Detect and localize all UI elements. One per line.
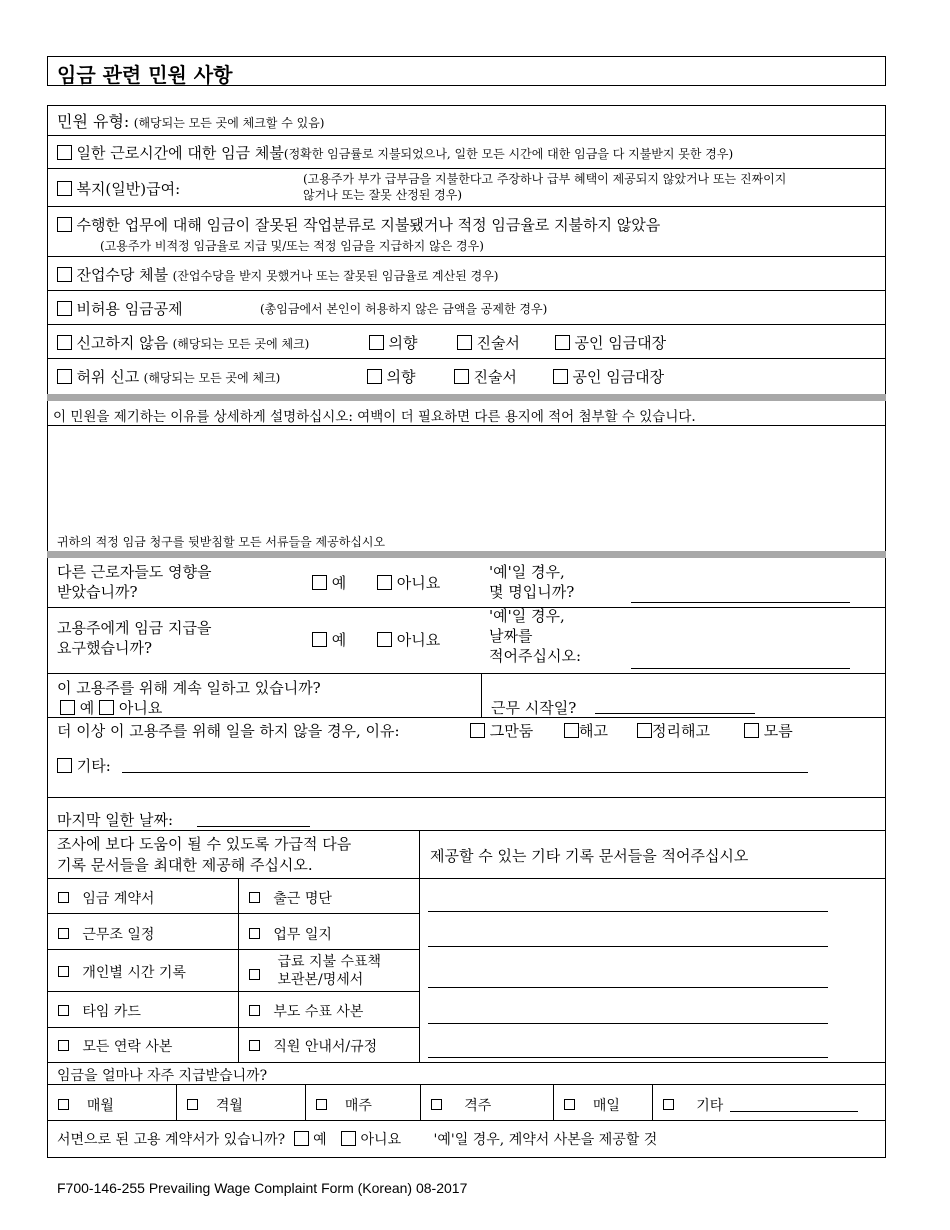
work-log-checkbox[interactable] <box>249 928 260 939</box>
records-intro-2: 기록 문서들을 최대한 제공해 주십시오. <box>57 856 313 874</box>
false-report-label: 허위 신고 <box>76 368 140 386</box>
freq-weekly-label: 매주 <box>344 1098 372 1114</box>
explain-header: 이 민원을 제기하는 이유를 상세하게 설명하십시오: 여백이 더 필요하면 다른 용지에 적어 첨부할 수 있습니다. <box>53 409 696 425</box>
section-divider-2 <box>47 551 886 558</box>
complaint-item-unpaid-hours <box>57 142 733 163</box>
freq-bimonthly <box>187 1095 243 1115</box>
other-records-line-1[interactable] <box>428 911 828 912</box>
work-log-label: 업무 일지 <box>273 927 332 943</box>
freq-monthly-label: 매월 <box>86 1098 114 1114</box>
requested-pay-f3: 적어주십시오: <box>489 647 581 665</box>
not-reported-checkbox[interactable] <box>57 335 72 350</box>
complaint-item-false-report <box>57 366 280 387</box>
reason-other-checkbox[interactable] <box>57 758 72 773</box>
frequency-question: 임금을 얼마나 자주 지급받습니까? <box>57 1068 268 1084</box>
reason-other-field[interactable] <box>122 772 808 773</box>
not-reported-intent-checkbox[interactable] <box>369 335 384 350</box>
personal-time-label: 개인별 시간 기록 <box>82 965 186 981</box>
contract-yes-checkbox[interactable] <box>294 1131 309 1146</box>
record-personal-time <box>58 962 186 982</box>
others-affected-no-label: 아니요 <box>396 574 441 592</box>
attendance-label: 출근 명단 <box>273 891 332 907</box>
reason-unknown-label: 모름 <box>763 722 793 740</box>
form-footer: F700-146-255 Prevailing Wage Complaint Form (Korean) 08-2017 <box>57 1180 468 1196</box>
others-affected-yes-label: 예 <box>331 574 347 592</box>
misclassification-checkbox[interactable] <box>57 217 72 232</box>
false-report-opt-statement <box>454 366 517 387</box>
requested-pay-q2: 요구했습니까? <box>57 639 152 657</box>
overtime-label: 잔업수당 체불 <box>76 266 169 284</box>
others-affected-q2: 받았습니까? <box>57 583 138 601</box>
others-affected-followup <box>489 562 574 602</box>
others-affected-q1: 다른 근로자들도 영향을 <box>57 563 212 581</box>
other-records-line-5[interactable] <box>428 1057 828 1058</box>
records-intro <box>57 834 351 876</box>
requested-pay-f2: 날짜를 <box>489 627 533 645</box>
reason-fired-checkbox[interactable] <box>564 723 579 738</box>
complaint-item-deduction <box>57 298 183 319</box>
requested-pay-question <box>57 618 211 658</box>
freq-weekly <box>316 1095 372 1115</box>
bounced-checks-checkbox[interactable] <box>249 1005 260 1016</box>
freq-biweekly-checkbox[interactable] <box>431 1099 442 1110</box>
correspondence-label: 모든 연락 사본 <box>82 1039 173 1055</box>
attendance-checkbox[interactable] <box>249 892 260 903</box>
misclassification-note: (고용주가 비적정 임금율로 지급 및/또는 적정 임금을 지급하지 않은 경우) <box>100 239 484 253</box>
freq-monthly <box>58 1095 114 1115</box>
reason-other-label: 기타: <box>76 757 111 775</box>
contract-question: 서면으로 된 고용 계약서가 있습니까? <box>57 1132 286 1148</box>
wage-contract-label: 임금 계약서 <box>82 891 155 907</box>
form-title: 임금 관련 민원 사항 <box>57 63 233 87</box>
record-time-card <box>58 1001 141 1021</box>
deduction-checkbox[interactable] <box>57 301 72 316</box>
others-affected-count-field[interactable] <box>631 602 850 603</box>
reason-fired-label: 해고 <box>579 722 608 740</box>
freq-monthly-checkbox[interactable] <box>58 1099 69 1110</box>
misclassification-label: 수행한 업무에 대해 임금이 잘못된 작업분류로 지불됐거나 적정 임금율로 지불하지 않았음 <box>76 216 661 234</box>
not-reported-payroll-checkbox[interactable] <box>555 335 570 350</box>
complaint-item-not-reported <box>57 332 309 353</box>
reason-layoff-checkbox[interactable] <box>637 723 652 738</box>
freq-biweekly <box>431 1095 491 1115</box>
requested-pay-yes-checkbox[interactable] <box>312 632 327 647</box>
false-report-statement-checkbox[interactable] <box>454 369 469 384</box>
wage-contract-checkbox[interactable] <box>58 892 69 903</box>
contract-yes-label: 예 <box>313 1132 327 1148</box>
explain-footer-note: 귀하의 적정 임금 청구를 뒷받침할 모든 서류들을 제공하십시오 <box>57 535 386 549</box>
freq-other-label: 기타 <box>696 1098 724 1114</box>
other-records-line-3[interactable] <box>428 987 828 988</box>
deduction-note: (총임금에서 본인이 허용하지 않은 금액을 공제한 경우) <box>260 302 548 316</box>
requested-pay-no-label: 아니요 <box>396 631 441 649</box>
other-records-line-4[interactable] <box>428 1023 828 1024</box>
contract-no-label: 아니요 <box>360 1132 402 1148</box>
fringe-benefits-checkbox[interactable] <box>57 181 72 196</box>
requested-pay-date-field[interactable] <box>631 668 850 669</box>
freq-other-field[interactable] <box>730 1111 858 1112</box>
not-reported-statement-label: 진술서 <box>476 334 520 352</box>
others-affected-f1: '예'일 경우, <box>489 563 565 581</box>
last-day-label: 마지막 일한 날짜: <box>57 811 174 829</box>
false-report-statement-label: 진술서 <box>473 368 517 386</box>
still-working-yes-label: 예 <box>79 699 95 717</box>
requested-pay-no-checkbox[interactable] <box>377 632 392 647</box>
complaint-item-misclassification <box>57 214 660 235</box>
not-reported-label: 신고하지 않음 <box>76 334 169 352</box>
requested-pay-no <box>377 629 440 650</box>
complaint-item-overtime <box>57 264 499 285</box>
other-records-line-2[interactable] <box>428 946 828 947</box>
freq-other <box>663 1095 723 1115</box>
still-working-no-checkbox[interactable] <box>99 700 114 715</box>
form-title-box <box>47 56 886 86</box>
unpaid-hours-checkbox[interactable] <box>57 145 72 160</box>
handbook-checkbox[interactable] <box>249 1040 260 1051</box>
record-shift-schedule <box>58 924 154 944</box>
reason-opt-fired <box>564 720 608 741</box>
other-records-header: 제공할 수 있는 기타 기록 문서들을 적어주십시오 <box>430 847 749 865</box>
paystubs-label: 급료 지불 수표책 <box>277 954 382 970</box>
paystubs-label-2: 보관본/명세서 <box>277 972 364 988</box>
not-reported-opt-statement <box>457 332 520 353</box>
others-affected-no <box>377 572 440 593</box>
reason-opt-unknown <box>744 720 793 741</box>
bounced-checks-label: 부도 수표 사본 <box>273 1004 364 1020</box>
others-affected-f2: 몇 명입니까? <box>489 583 575 601</box>
reason-opt-quit <box>470 720 533 741</box>
fringe-benefits-note-2: 않거나 또는 잘못 산정된 경우) <box>303 188 463 202</box>
unpaid-hours-label: 일한 근로시간에 대한 임금 체불 <box>76 144 284 162</box>
reason-quit-checkbox[interactable] <box>470 723 485 738</box>
personal-time-checkbox[interactable] <box>58 966 69 977</box>
freq-daily-checkbox[interactable] <box>564 1099 575 1110</box>
false-report-opt-intent <box>367 366 415 387</box>
others-affected-yes-checkbox[interactable] <box>312 575 327 590</box>
complaint-item-fringe-benefits <box>57 178 180 199</box>
overtime-note: (잔업수당을 받지 못했거나 또는 잘못된 임금율로 계산된 경우) <box>172 269 499 283</box>
not-reported-intent-label: 의향 <box>388 334 418 352</box>
records-intro-1: 조사에 보다 도움이 될 수 있도록 가급적 다음 <box>57 835 352 853</box>
record-correspondence <box>58 1036 172 1056</box>
not-reported-opt-intent <box>369 332 417 353</box>
not-reported-opt-payroll <box>555 332 666 353</box>
requested-pay-followup <box>489 606 581 666</box>
not-reported-payroll-label: 공인 임금대장 <box>574 334 667 352</box>
freq-bimonthly-checkbox[interactable] <box>187 1099 198 1110</box>
explain-textarea[interactable] <box>48 426 885 550</box>
false-report-payroll-checkbox[interactable] <box>553 369 568 384</box>
others-affected-yes <box>312 572 346 593</box>
last-day-field[interactable] <box>197 826 310 827</box>
overtime-checkbox[interactable] <box>57 267 72 282</box>
paystubs-checkbox[interactable] <box>249 969 260 980</box>
record-bounced-checks <box>249 1001 363 1021</box>
not-reported-note: (해당되는 모든 곳에 체크) <box>172 337 310 351</box>
correspondence-checkbox[interactable] <box>58 1040 69 1051</box>
freq-daily <box>564 1095 620 1115</box>
reason-unknown-checkbox[interactable] <box>744 723 759 738</box>
reason-quit-label: 그만둠 <box>489 722 534 740</box>
requested-pay-q1: 고용주에게 임금 지급을 <box>57 619 212 637</box>
start-date-field[interactable] <box>595 713 755 714</box>
false-report-intent-label: 의향 <box>386 368 416 386</box>
freq-other-checkbox[interactable] <box>663 1099 674 1110</box>
still-working-options <box>60 697 162 718</box>
false-report-checkbox[interactable] <box>57 369 72 384</box>
shift-schedule-checkbox[interactable] <box>58 928 69 939</box>
contract-row <box>57 1129 657 1149</box>
false-report-note: (해당되는 모든 곳에 체크) <box>143 371 281 385</box>
fringe-benefits-note-1: (고용주가 부가 급부금을 지불한다고 주장하나 급부 혜택이 제공되지 않았거나 또는 진짜이지 <box>303 172 787 186</box>
record-attendance <box>249 888 332 908</box>
false-report-payroll-label: 공인 임금대장 <box>572 368 665 386</box>
contract-note: '예'일 경우, 계약서 사본을 제공할 것 <box>433 1132 658 1148</box>
complaint-type-label: 민원 유형: <box>57 112 130 131</box>
requested-pay-f1: '예'일 경우, <box>489 607 565 625</box>
record-work-log <box>249 924 332 944</box>
false-report-intent-checkbox[interactable] <box>367 369 382 384</box>
requested-pay-yes-label: 예 <box>331 631 347 649</box>
fringe-benefits-label: 복지(일반)급여: <box>76 180 181 198</box>
still-working-no-label: 아니요 <box>118 699 163 717</box>
reason-opt-layoff <box>637 720 710 741</box>
unpaid-hours-note: (정확한 임금률로 지불되었으나, 일한 모든 시간에 대한 임금을 다 지불받지 못한 경우) <box>283 147 734 161</box>
still-working-question: 이 고용주를 위해 계속 일하고 있습니까? <box>57 679 321 697</box>
time-card-label: 타임 카드 <box>82 1004 141 1020</box>
freq-weekly-checkbox[interactable] <box>316 1099 327 1110</box>
freq-bimonthly-label: 격월 <box>215 1098 243 1114</box>
requested-pay-yes <box>312 629 346 650</box>
start-date-label: 근무 시작일? <box>491 699 577 717</box>
time-card-checkbox[interactable] <box>58 1005 69 1016</box>
contract-no-checkbox[interactable] <box>341 1131 356 1146</box>
record-paystubs <box>249 953 381 989</box>
others-affected-question <box>57 562 211 602</box>
record-handbook <box>249 1036 377 1056</box>
reason-question: 더 이상 이 고용주를 위해 일을 하지 않을 경우, 이유: <box>57 722 400 740</box>
reason-other <box>57 755 111 776</box>
record-wage-contract <box>58 888 154 908</box>
freq-biweekly-label: 격주 <box>464 1098 492 1114</box>
still-working-yes-checkbox[interactable] <box>60 700 75 715</box>
complaint-type-note: (해당되는 모든 곳에 체크할 수 있음) <box>133 116 325 130</box>
others-affected-no-checkbox[interactable] <box>377 575 392 590</box>
section-divider <box>47 394 886 401</box>
false-report-opt-payroll <box>553 366 664 387</box>
complaint-type-header <box>57 109 325 132</box>
not-reported-statement-checkbox[interactable] <box>457 335 472 350</box>
reason-layoff-label: 정리해고 <box>652 722 710 740</box>
handbook-label: 직원 안내서/규정 <box>273 1039 378 1055</box>
shift-schedule-label: 근무조 일정 <box>82 927 155 943</box>
freq-daily-label: 매일 <box>592 1098 620 1114</box>
deduction-label: 비허용 임금공제 <box>76 300 183 318</box>
